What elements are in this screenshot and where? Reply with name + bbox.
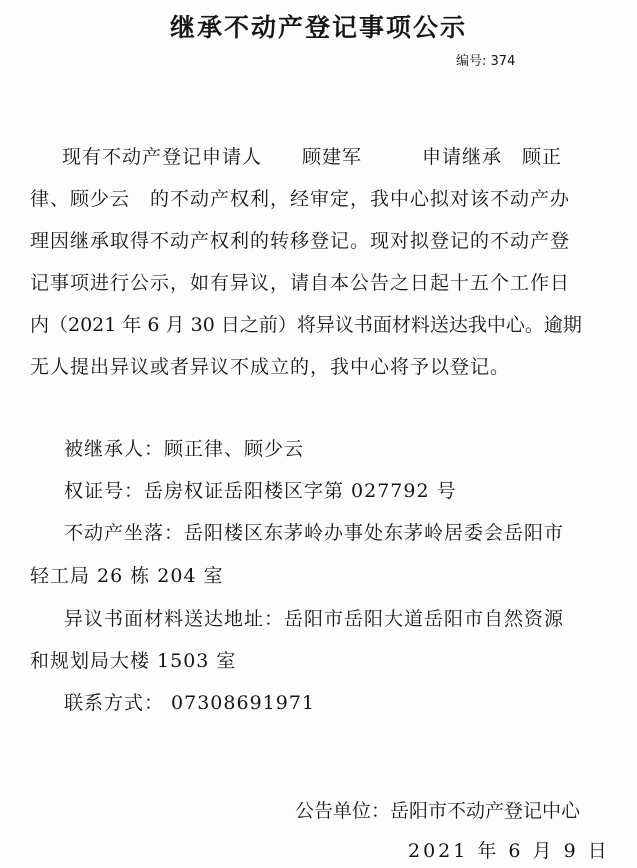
body-line: 记事项进行公示，如有异议，请自本公告之日起十五个工作日 xyxy=(30,272,571,294)
body-line: 内（2021 年 6 月 30 日之前）将异议书面材料送达我中心。逾期 xyxy=(30,314,582,336)
document-number xyxy=(456,50,515,69)
certificate-number-line: 权证号：岳房权证岳阳楼区字第 027792 号 xyxy=(64,480,457,502)
body-line: 律、顾少云 的不动产权利，经审定，我中心拟对该不动产办 xyxy=(30,188,571,210)
document-number-label: 编号: xyxy=(456,54,487,69)
contact-line: 联系方式： 07308691971 xyxy=(64,692,316,714)
issuing-unit: 公告单位：岳阳市不动产登记中心 xyxy=(295,800,581,822)
document-title: 继承不动产登记事项公示 xyxy=(169,13,467,42)
objection-address-line: 异议书面材料送达地址：岳阳市岳阳大道岳阳市自然资源 xyxy=(64,608,565,630)
body-line: 无人提出异议或者异议不成立的，我中心将予以登记。 xyxy=(30,356,511,378)
issue-date: 2021 年 6 月 9 日 xyxy=(408,840,610,862)
decedent-line: 被继承人：顾正律、顾少云 xyxy=(64,438,305,460)
objection-address-continuation: 和规划局大楼 1503 室 xyxy=(30,650,237,672)
document-number-value: 374 xyxy=(490,54,516,69)
property-location-continuation: 轻工局 26 栋 204 室 xyxy=(30,565,224,587)
body-line: 现有不动产登记申请人 顾建军 申请继承 顾正 xyxy=(62,146,563,168)
property-location-line: 不动产坐落：岳阳楼区东茅岭办事处东茅岭居委会岳阳市 xyxy=(64,522,565,544)
body-line: 理因继承取得不动产权利的转移登记。现对拟登记的不动产登 xyxy=(30,230,571,252)
